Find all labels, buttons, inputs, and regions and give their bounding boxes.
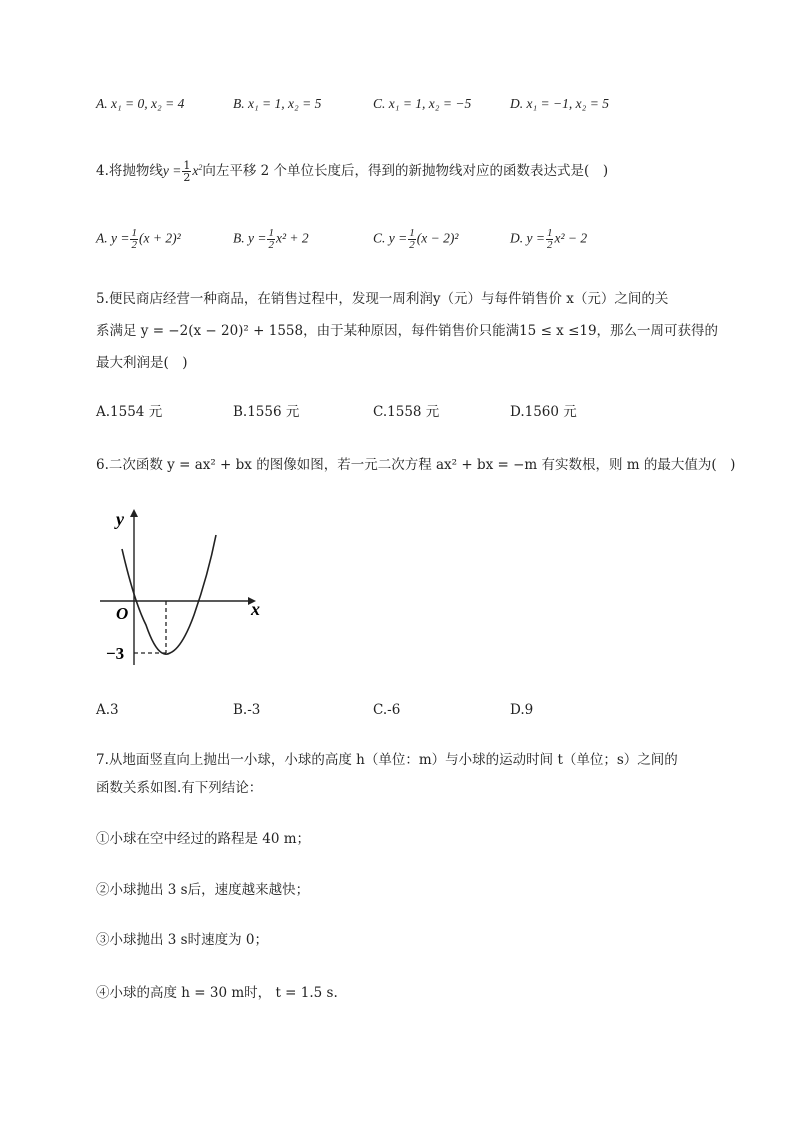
option-y-eq: y = (248, 230, 267, 246)
q4-prefix: 4.将抛物线 (96, 163, 163, 179)
q4-option-a (96, 228, 181, 251)
q7-conclusion-1: ①小球在空中经过的路程是 40 m； (96, 831, 311, 847)
min-value-label: −3 (106, 644, 125, 663)
option-text: x₁ = 0, x₂ = 4 (111, 96, 185, 111)
option-letter: A. (96, 96, 108, 111)
q5-option-a: A.1554 元 (96, 404, 163, 420)
option-letter: C. (373, 230, 386, 246)
q5-line-1: 5.便民商店经营一种商品，在销售过程中，发现一周利润y（元）与每件销售价 x（元）之间的关 (96, 291, 669, 307)
parabola-curve (122, 535, 216, 654)
frac-den: 2 (409, 239, 415, 251)
q5-line-2: 系满足 y = −2(x − 20)² + 1558，由于某种原因，每件销售价只能满15 ≤ x ≤19，那么一周可获得的 (96, 323, 719, 339)
q6-option-d: D.9 (510, 702, 534, 718)
y-axis-label: y (116, 509, 124, 529)
q6-option-c: C.-6 (373, 702, 401, 718)
option-fraction (546, 228, 554, 251)
origin-label: O (116, 604, 129, 623)
frac-num: 1 (131, 227, 137, 239)
frac-num: 1 (409, 227, 415, 239)
frac-num: 1 (268, 227, 274, 239)
option-y-eq: y = (111, 230, 130, 246)
q7-conclusion-3: ③小球抛出 3 s时速度为 0； (96, 932, 268, 948)
q4-option-c (373, 228, 458, 251)
option-rest: x² − 2 (554, 230, 588, 246)
option-letter: B. (233, 96, 245, 111)
option-letter: D. (510, 230, 524, 246)
x-axis-label: x (251, 599, 260, 619)
q4-suffix: 向左平移 2 个单位长度后，得到的新抛物线对应的函数表达式是( ) (202, 163, 609, 179)
option-letter: A. (96, 230, 108, 246)
q5-line-3: 最大利润是( ) (96, 355, 188, 371)
option-fraction (130, 228, 138, 251)
option-rest: (x − 2)² (416, 230, 459, 246)
option-rest: (x + 2)² (138, 230, 181, 246)
frac-den: 2 (183, 171, 191, 184)
option-y-eq: y = (526, 230, 545, 246)
q7-conclusion-4: ④小球的高度 h = 30 m时， t = 1.5 s. (96, 985, 338, 1001)
q7-conclusion-2: ②小球抛出 3 s后，速度越来越快； (96, 882, 310, 898)
q7-line-1: 7.从地面竖直向上抛出一小球，小球的高度 h（单位：m）与小球的运动时间 t（单位；s）之间的 (96, 752, 678, 768)
q4-y-eq: y = (162, 163, 182, 178)
q6-stem: 6.二次函数 y = ax² + bx 的图像如图，若一元二次方程 ax² + bx = −m 有实数根，则 m 的最大值为( ) (96, 457, 736, 473)
option-letter: C. (373, 96, 386, 111)
q4-fraction (182, 160, 191, 183)
option-y-eq: y = (388, 230, 408, 246)
q5-option-c: C.1558 元 (373, 404, 440, 420)
option-text: x₁ = 1, x₂ = 5 (248, 96, 322, 111)
q5-option-b: B.1556 元 (233, 404, 300, 420)
q6-option-a: A.3 (96, 702, 119, 718)
q6-option-b: B.-3 (233, 702, 261, 718)
q4-x-squared: $x^2$ (192, 163, 203, 178)
y-axis-arrow (130, 509, 138, 517)
q7-line-2: 函数关系如图.有下列结论： (96, 780, 263, 796)
q5-option-d: D.1560 元 (510, 404, 577, 420)
option-fraction (267, 228, 275, 251)
option-rest: x² + 2 (275, 230, 309, 246)
frac-num: 1 (183, 159, 191, 172)
option-text: x₁ = 1, x₂ = −5 (388, 96, 472, 111)
parabola-graph (96, 505, 266, 675)
frac-den: 2 (268, 239, 274, 251)
q4-option-b (233, 228, 309, 251)
q3-option-d (510, 94, 609, 114)
option-letter: D. (510, 96, 524, 111)
q4-stem (96, 158, 608, 183)
frac-num: 1 (546, 227, 553, 239)
frac-den: 2 (131, 239, 137, 251)
q4-option-d (510, 228, 587, 251)
option-fraction (408, 228, 416, 251)
option-letter: B. (233, 230, 245, 246)
q3-option-b (233, 94, 321, 114)
frac-den: 2 (546, 239, 553, 251)
q3-option-a (96, 94, 184, 114)
option-text: x₁ = −1, x₂ = 5 (526, 96, 609, 111)
q3-option-c (373, 94, 471, 114)
